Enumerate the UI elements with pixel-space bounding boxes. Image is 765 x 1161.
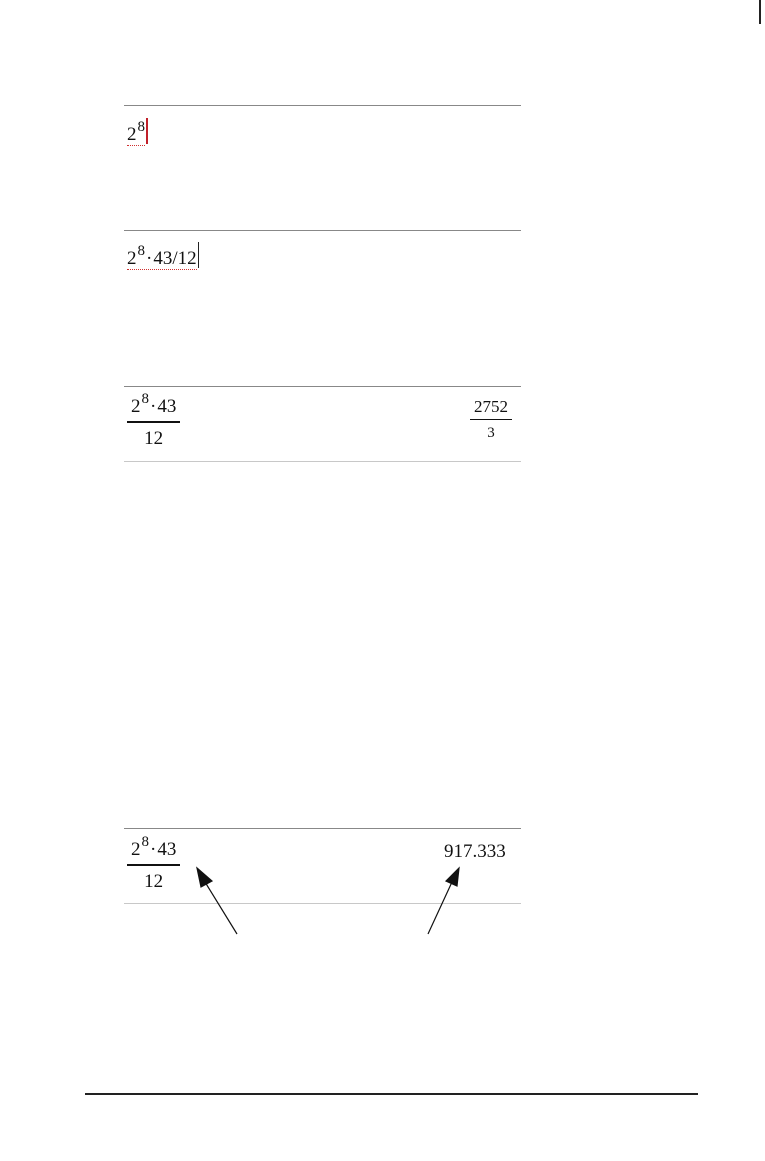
history-result-decimal[interactable]: 917.333	[444, 841, 506, 862]
base-text: 2	[127, 248, 137, 269]
multiply-operator: ·	[150, 396, 157, 417]
base-text: 2	[131, 396, 141, 417]
multiply-operator: ·	[150, 839, 157, 860]
arrow-to-input	[197, 868, 237, 934]
expression-remainder: 43/12	[153, 248, 197, 269]
exponent-text: 8	[137, 243, 145, 259]
exponent-text: 8	[141, 391, 149, 407]
exponent-text: 8	[141, 834, 149, 850]
base-text: 2	[131, 839, 141, 860]
multiply-operator: ·	[146, 248, 153, 269]
footer-rule	[85, 1093, 698, 1095]
result-numerator: 2752	[474, 397, 508, 416]
base-text: 2	[127, 124, 137, 145]
denominator-text: 12	[144, 427, 164, 449]
arrow-to-result	[428, 868, 459, 934]
factor-text: 43	[157, 396, 177, 417]
factor-text: 43	[157, 839, 177, 860]
result-denominator: 3	[487, 425, 495, 441]
denominator-text: 12	[144, 870, 164, 892]
exponent-text: 8	[137, 119, 145, 135]
